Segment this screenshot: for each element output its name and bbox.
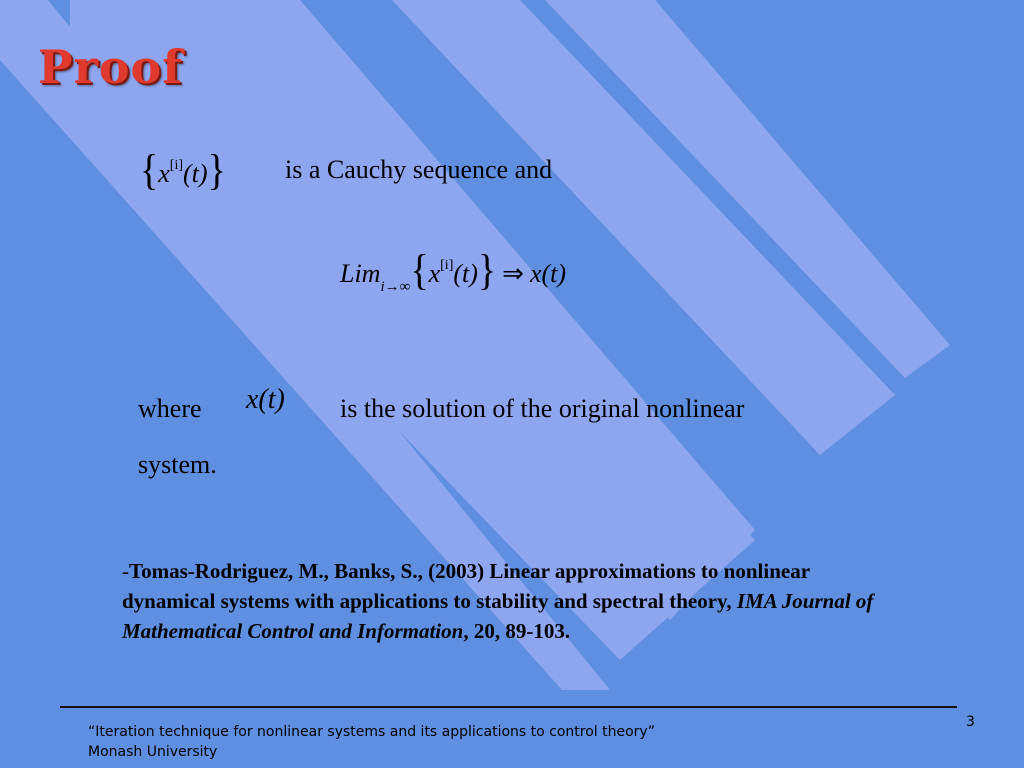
- limit-expression: [340, 245, 567, 295]
- math-superscript: [i]: [440, 258, 454, 273]
- right-brace: }: [477, 245, 497, 295]
- slide-title: Proof: [38, 40, 183, 94]
- left-brace: {: [410, 245, 429, 295]
- math-arg: (t): [183, 159, 208, 188]
- system-text: system.: [138, 450, 217, 479]
- sequence-expression: [140, 145, 226, 195]
- footer-title: “Iteration technique for nonlinear systems and its applications to control theory”: [88, 724, 655, 740]
- footer: [88, 722, 655, 762]
- implies-symbol: ⇒: [502, 259, 524, 288]
- math-arg: (t): [453, 259, 478, 288]
- page-number: 3: [966, 714, 975, 730]
- math-var: x: [428, 259, 441, 288]
- solution-text: is the solution of the original nonlinear: [340, 394, 745, 423]
- left-brace: {: [140, 145, 159, 195]
- cauchy-text: is a Cauchy sequence and: [285, 155, 553, 184]
- reference-citation: [122, 556, 902, 646]
- limit-label: Lim: [340, 259, 381, 288]
- limit-result: x(t): [529, 259, 567, 288]
- limit-subscript: i→∞: [380, 279, 411, 295]
- footer-divider: [60, 706, 957, 708]
- math-var: x: [158, 159, 170, 188]
- reference-authors-title: Tomas-Rodriguez, M., Banks, S., (2003) Linear approximations to nonlinear dynamical systems with applications to stability and spectral theory,: [122, 559, 810, 613]
- footer-institution: Monash University: [88, 744, 218, 760]
- where-text: where: [138, 394, 202, 423]
- reference-journal: IMA Journal of Mathematical Control and Information: [122, 589, 874, 643]
- reference-dash: -: [122, 559, 129, 583]
- solution-expression: x(t): [246, 384, 285, 415]
- right-brace: }: [207, 145, 226, 195]
- math-superscript: [i]: [169, 158, 184, 173]
- reference-tail: , 20, 89-103.: [463, 619, 571, 643]
